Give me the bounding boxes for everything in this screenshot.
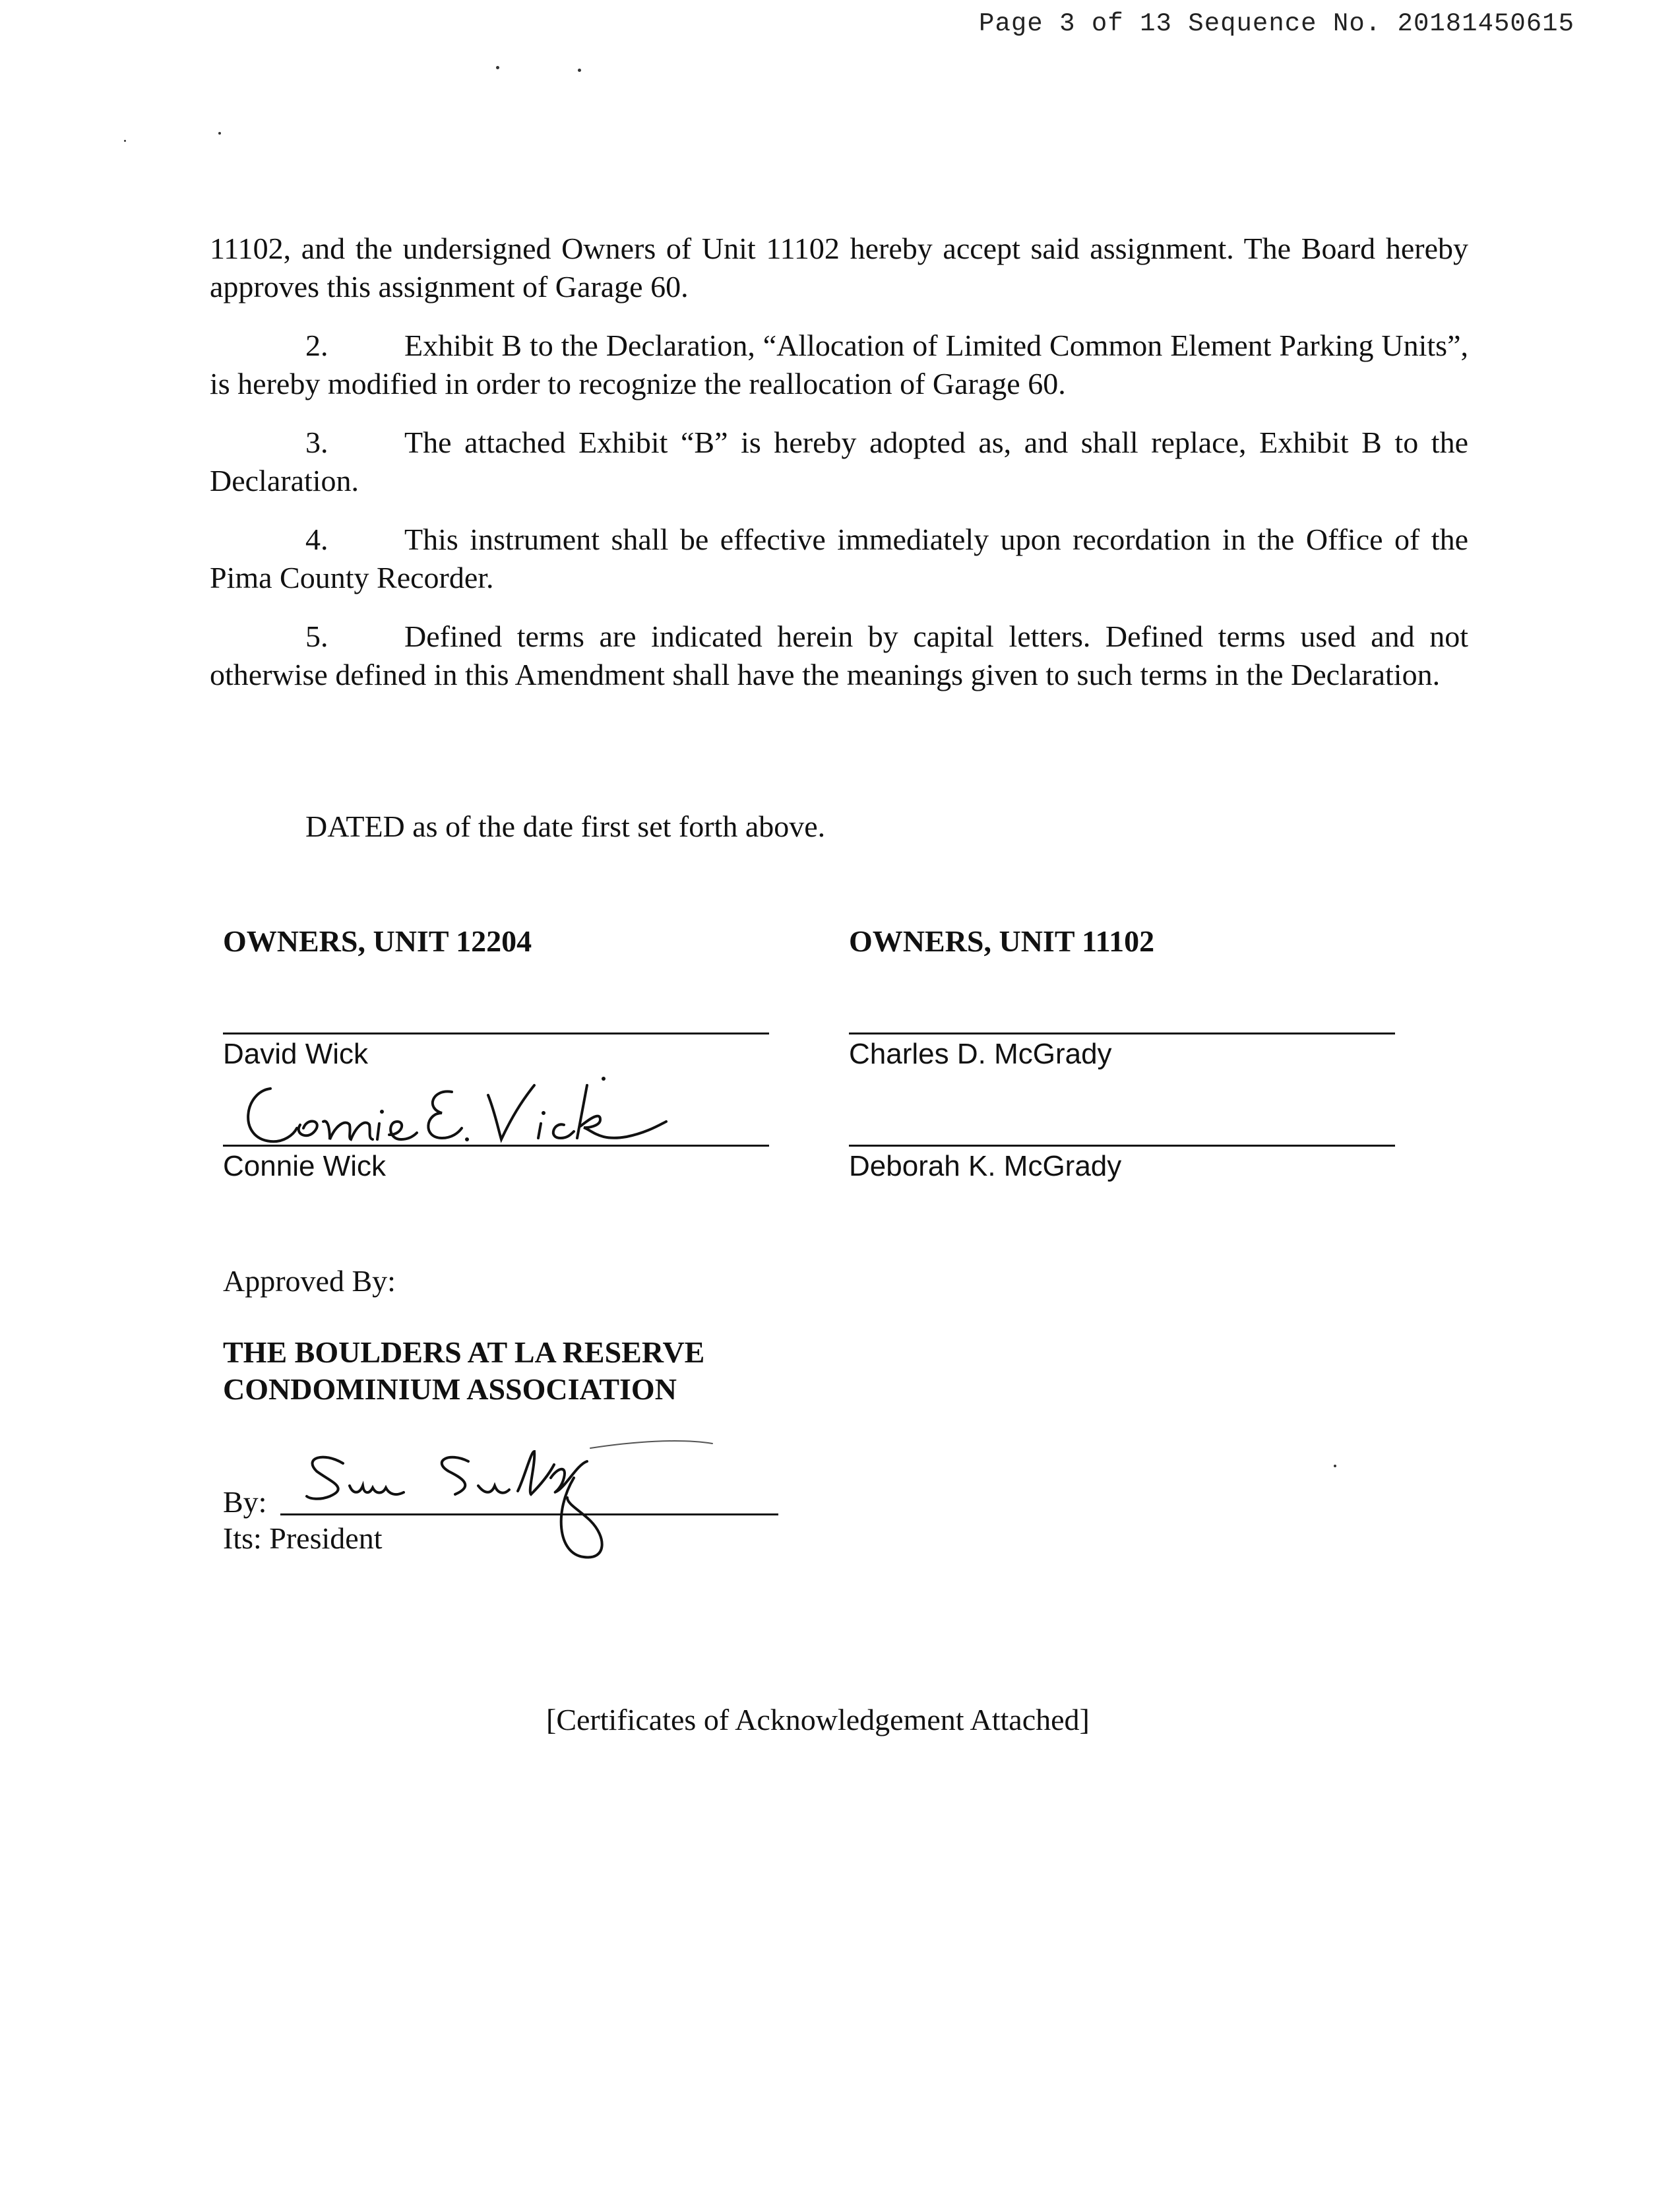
owners-right-heading: OWNERS, UNIT 11102	[849, 924, 1155, 958]
approved-by-label: Approved By:	[223, 1264, 396, 1298]
signer-david-wick: David Wick	[223, 1038, 369, 1070]
association-name-line-1: THE BOULDERS AT LA RESERVE	[223, 1335, 705, 1369]
association-name	[223, 1334, 704, 1408]
signature-line-charles-mcgrady	[849, 1033, 1395, 1034]
scan-speck	[1334, 1465, 1336, 1467]
paragraph-4	[210, 521, 1468, 597]
paragraph-3	[210, 424, 1468, 500]
signer-deborah-mcgrady: Deborah K. McGrady	[849, 1150, 1122, 1182]
paragraph-text: Exhibit B to the Declaration, “Allocation of Limited Common Element Parking Units”, is hereby modified in order to recognize the reallocation of Garage 60.	[210, 329, 1468, 400]
intro-paragraph: 11102, and the undersigned Owners of Unit 11102 hereby accept said assignment. The Board hereby approves this assignment of Garage 60.	[210, 232, 1468, 303]
paragraph-number: 5.	[305, 620, 328, 653]
signer-charles-mcgrady: Charles D. McGrady	[849, 1038, 1112, 1070]
paragraph-5	[210, 618, 1468, 694]
page-sequence-header: Page 3 of 13 Sequence No. 20181450615	[979, 9, 1574, 38]
president-signature	[290, 1438, 739, 1577]
signature-line-president	[280, 1513, 778, 1515]
association-name-line-2: CONDOMINIUM ASSOCIATION	[223, 1372, 677, 1406]
paragraph-number: 3.	[305, 426, 328, 459]
scan-speck	[578, 69, 581, 72]
signature-line-deborah-mcgrady	[849, 1145, 1395, 1147]
scan-speck	[218, 132, 221, 135]
certificates-note: [Certificates of Acknowledgement Attached]	[546, 1703, 1090, 1736]
paragraph-text: Defined terms are indicated herein by capital letters. Defined terms used and not otherwise defined in this Amendment shall have the meanings given to such terms in the Declaration.	[210, 620, 1468, 691]
dated-line: DATED as of the date first set forth above.	[305, 810, 826, 843]
paragraph-text: The attached Exhibit “B” is hereby adopted as, and shall replace, Exhibit B to the Declaration.	[210, 426, 1468, 497]
paragraph-2	[210, 327, 1468, 403]
paragraph-text: This instrument shall be effective immediately upon recordation in the Office of the Pima County Recorder.	[210, 523, 1468, 594]
owners-left-heading: OWNERS, UNIT 12204	[223, 924, 532, 958]
signature-line-david-wick	[223, 1033, 769, 1034]
scan-speck	[496, 66, 499, 69]
scan-speck	[124, 140, 126, 142]
by-label: By:	[223, 1485, 267, 1519]
its-president-label: Its: President	[223, 1521, 383, 1555]
signature-line-connie-wick	[223, 1145, 769, 1147]
paragraph-number: 4.	[305, 523, 328, 556]
signer-connie-wick: Connie Wick	[223, 1150, 386, 1182]
paragraph-number: 2.	[305, 329, 328, 362]
